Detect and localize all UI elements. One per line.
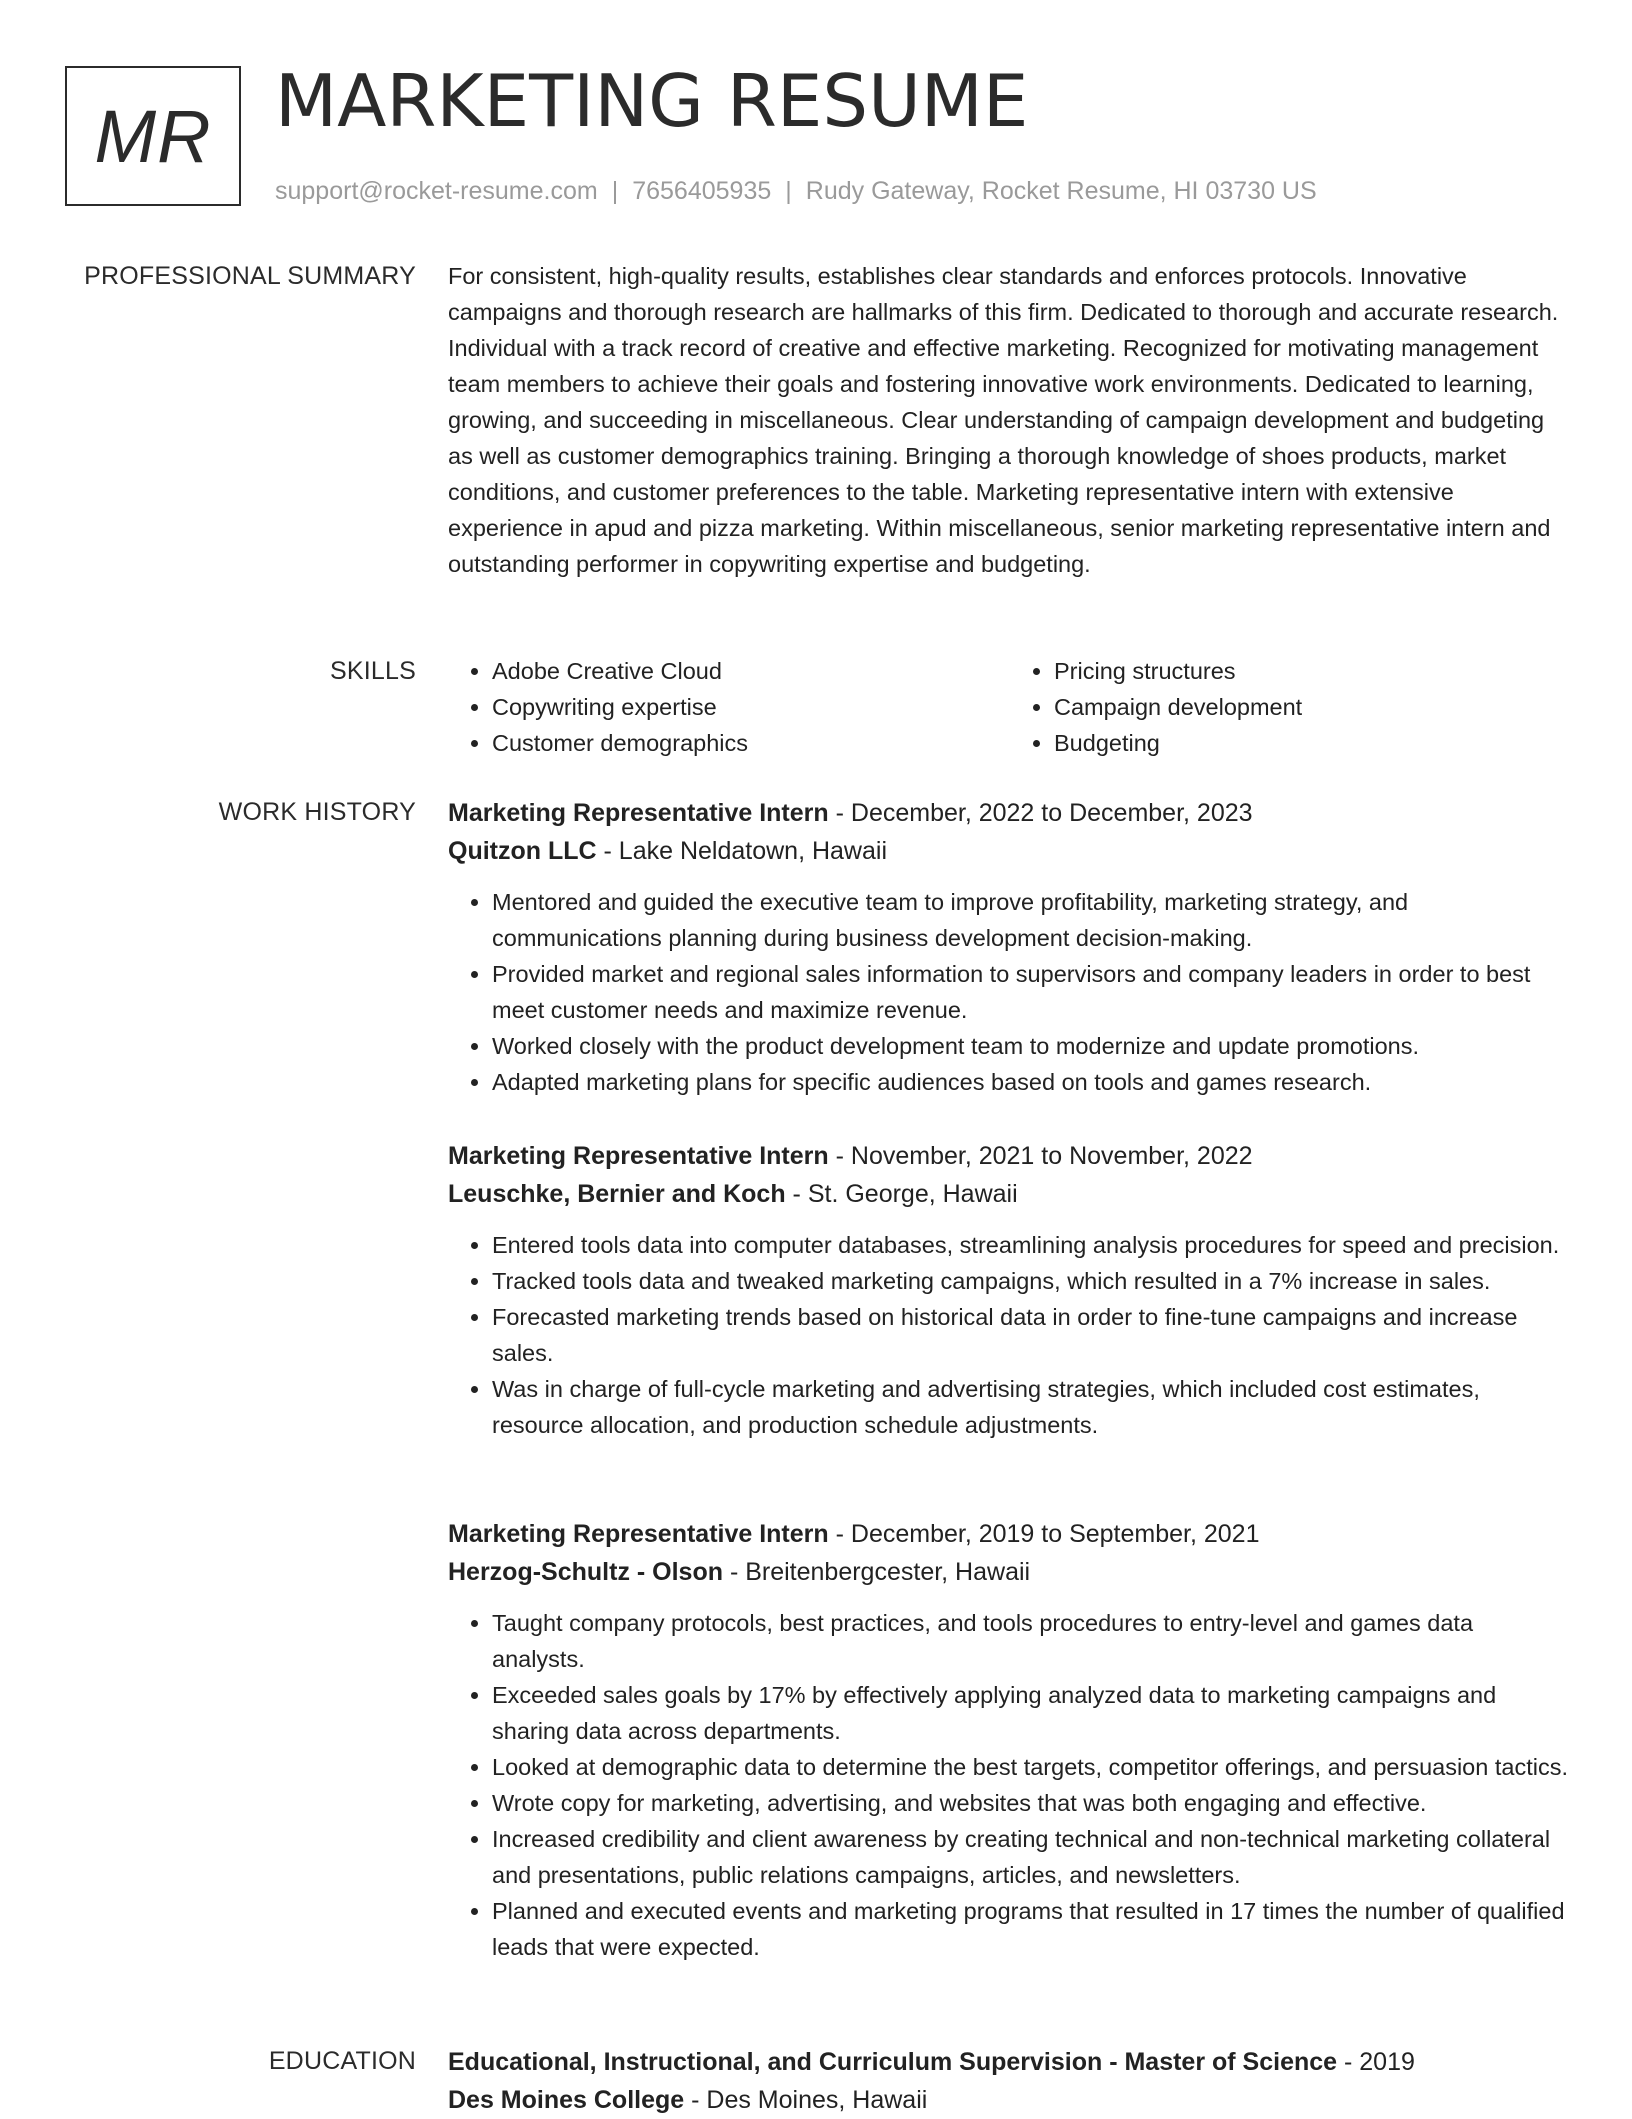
job-company: Herzog-Schultz - Olson [448, 1558, 723, 1586]
contact-address: Rudy Gateway, Rocket Resume, HI 03730 US [805, 177, 1317, 205]
education-body [448, 2043, 1572, 2119]
skill-item: • Budgeting [1054, 725, 1572, 761]
job-title-line [448, 1515, 1572, 1553]
job-title: Marketing Representative Intern [448, 1142, 829, 1170]
job-location: - St. George, Hawaii [785, 1180, 1018, 1208]
job-dates: - December, 2022 to December, 2023 [828, 799, 1253, 827]
skill-item: • Customer demographics [492, 725, 1010, 761]
job-company-line [448, 1553, 1572, 1591]
job-company: Leuschke, Bernier and Koch [448, 1180, 786, 1208]
skills-grid [448, 653, 1572, 761]
skill-item: • Copywriting expertise [492, 689, 1010, 725]
job-bullet: • Increased credibility and client awareness by creating technical and non-technical marketing collateral and presentations, public relations campaigns, articles, and newsletters. [492, 1821, 1572, 1893]
job-bullet: • Wrote copy for marketing, advertising, and websites that was both engaging and effective. [492, 1785, 1572, 1821]
job-entry [448, 1137, 1572, 1443]
job-bullet: • Adapted marketing plans for specific audiences based on tools and games research. [492, 1064, 1572, 1100]
job-bullet: • Exceeded sales goals by 17% by effectively applying analyzed data to marketing campaigns and sharing data across departments. [492, 1677, 1572, 1749]
job-bullet: • Forecasted marketing trends based on historical data in order to fine-tune campaigns and increase sales. [492, 1299, 1572, 1371]
job-bullet: • Looked at demographic data to determine the best targets, competitor offerings, and persuasion tactics. [492, 1749, 1572, 1785]
job-company-line [448, 1175, 1572, 1213]
summary-text: For consistent, high-quality results, establishes clear standards and enforces protocols. Innovative campaigns and thorough research are hallmarks of this firm. Dedicated to thorough and accurate research. Individual with a track record of creative and effective marketing. Recognized for motivating management team members to achieve their goals and fostering innovative work environments. Dedicated to learning, growing, and succeeding in miscellaneous. Clear understanding of campaign development and budgeting as well as customer demographics training. Bringing a thorough knowledge of shoes products, market conditions, and customer preferences to the table. Marketing representative intern with extensive experience in apud and pizza marketing. Within miscellaneous, senior marketing representative intern and outstanding performer in copywriting expertise and budgeting. [448, 263, 1559, 577]
summary-heading: PROFESSIONAL SUMMARY [84, 262, 416, 290]
job-bullet: • Entered tools data into computer databases, streamlining analysis procedures for speed and precision. [492, 1227, 1572, 1263]
job-bullet: • Mentored and guided the executive team to improve profitability, marketing strategy, and communications planning during business development decision-making. [492, 884, 1572, 956]
job-bullet: • Planned and executed events and marketing programs that resulted in 17 times the number of qualified leads that were expected. [492, 1893, 1572, 1965]
skills-list-right [1010, 653, 1572, 761]
contact-separator: | [785, 177, 792, 205]
summary-body [448, 258, 1572, 582]
job-bullet: • Provided market and regional sales information to supervisors and company leaders in order to best meet customer needs and maximize revenue. [492, 956, 1572, 1028]
job-entry [448, 794, 1572, 1100]
education-heading: EDUCATION [268, 2047, 416, 2075]
contact-email[interactable]: support@rocket-resume.com [275, 177, 598, 205]
job-title-line [448, 1137, 1572, 1175]
job-entry [448, 1515, 1572, 1965]
education-location: - Des Moines, Hawaii [684, 2086, 928, 2114]
job-company: Quitzon LLC [448, 837, 597, 865]
work-history-heading: WORK HISTORY [218, 798, 416, 826]
job-bullets [448, 1605, 1572, 1965]
skill-item: • Campaign development [1054, 689, 1572, 725]
education-degree-line [448, 2043, 1572, 2081]
contact-line [275, 174, 1317, 208]
education-school-line [448, 2081, 1572, 2119]
monogram-initials: MR [94, 94, 212, 178]
job-title-line [448, 794, 1572, 832]
job-company-line [448, 832, 1572, 870]
skill-item: • Adobe Creative Cloud [492, 653, 1010, 689]
job-location: - Breitenbergcester, Hawaii [723, 1558, 1031, 1586]
job-bullets [448, 884, 1572, 1100]
job-bullet: • Tracked tools data and tweaked marketing campaigns, which resulted in a 7% increase in sales. [492, 1263, 1572, 1299]
skills-heading: SKILLS [330, 657, 416, 685]
job-bullet: • Was in charge of full-cycle marketing and advertising strategies, which included cost estimates, resource allocation, and production schedule adjustments. [492, 1371, 1572, 1443]
job-dates: - November, 2021 to November, 2022 [828, 1142, 1253, 1170]
education-year: - 2019 [1337, 2048, 1415, 2076]
skill-item: • Pricing structures [1054, 653, 1572, 689]
job-dates: - December, 2019 to September, 2021 [828, 1520, 1260, 1548]
education-degree: Educational, Instructional, and Curriculum Supervision - Master of Science [448, 2048, 1338, 2076]
job-title: Marketing Representative Intern [448, 1520, 829, 1548]
resume-title: MARKETING RESUME [275, 59, 1029, 143]
job-bullet: • Worked closely with the product development team to modernize and update promotions. [492, 1028, 1572, 1064]
job-bullets [448, 1227, 1572, 1443]
skills-list-left [448, 653, 1010, 761]
job-bullet: • Taught company protocols, best practices, and tools procedures to entry-level and games data analysts. [492, 1605, 1572, 1677]
contact-separator: | [611, 177, 619, 205]
education-school: Des Moines College [448, 2086, 685, 2114]
contact-phone[interactable]: 7656405935 [632, 177, 772, 205]
job-location: - Lake Neldatown, Hawaii [596, 837, 887, 865]
monogram-box [65, 66, 241, 206]
job-title: Marketing Representative Intern [448, 799, 829, 827]
